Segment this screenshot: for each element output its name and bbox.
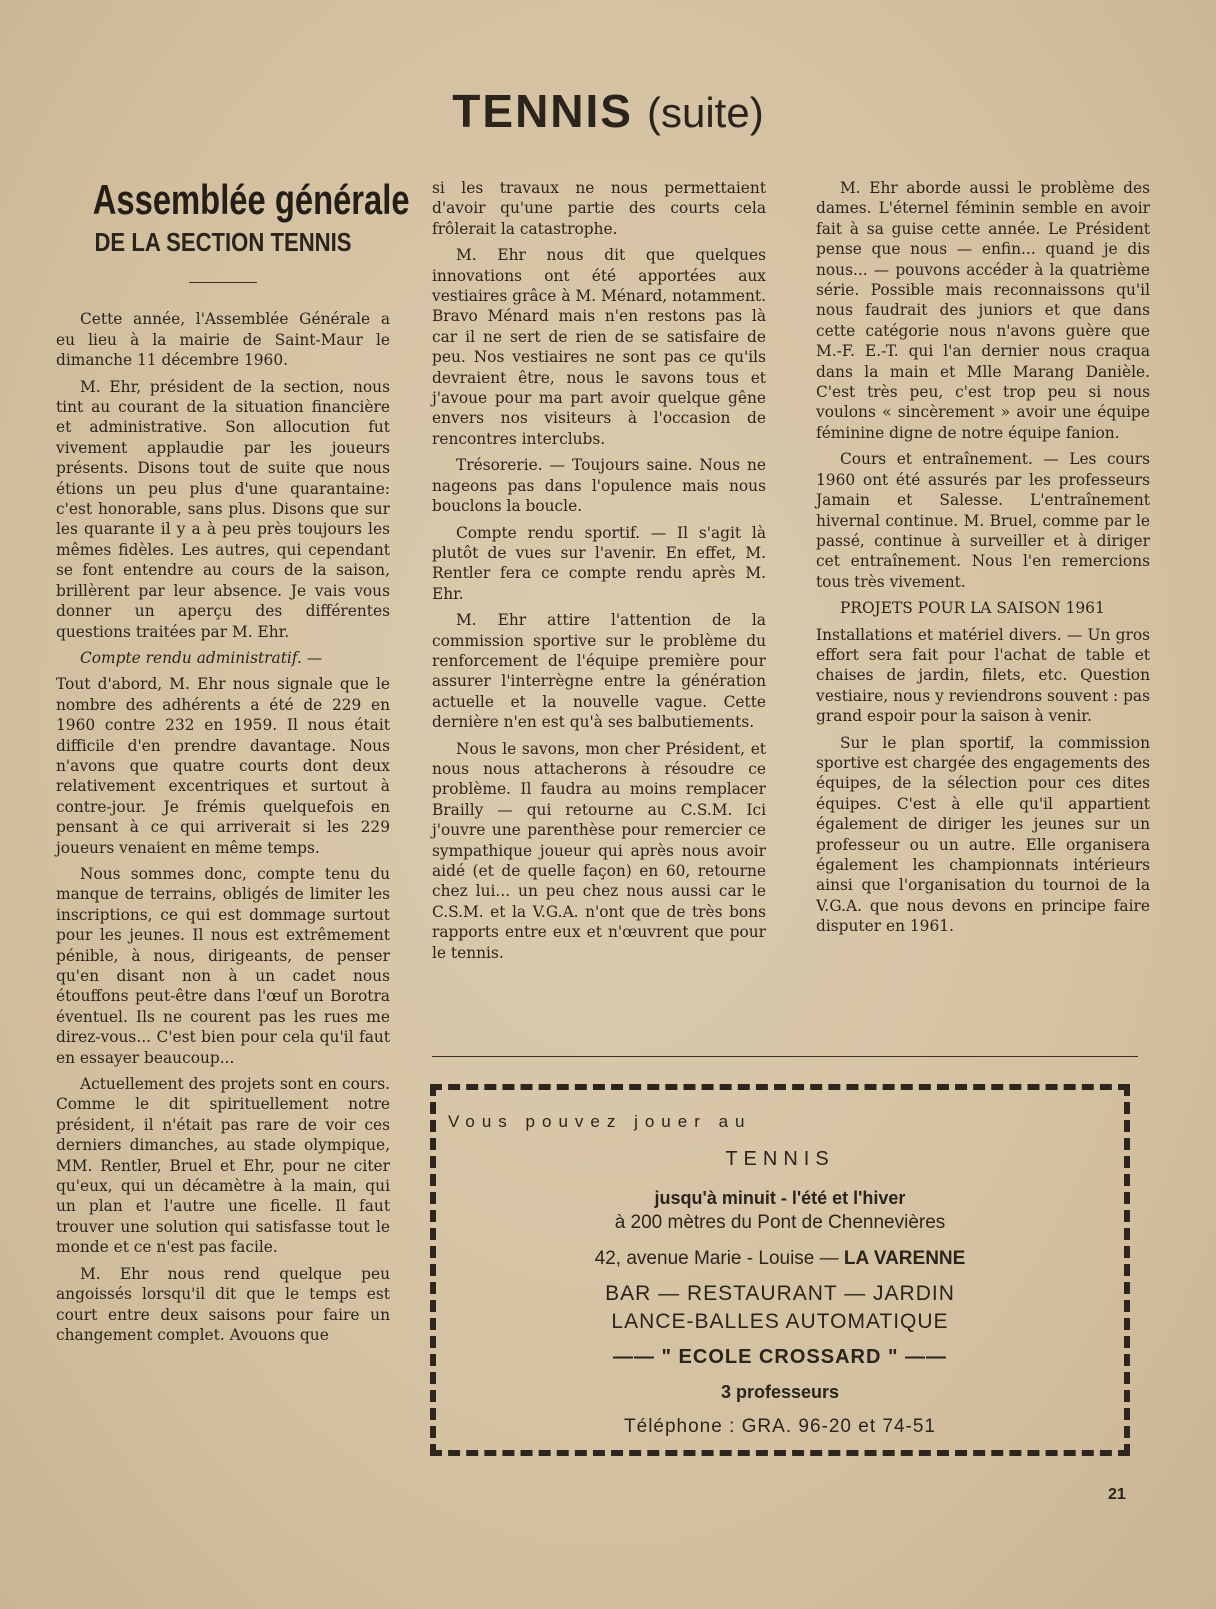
paragraph: Cette année, l'Assemblée Générale a eu lieu à la mairie de Saint-Maur le dimanche 11 décembre 1960. [56,310,390,370]
paragraph: Nous le savons, mon cher Président, et nous nous attacherons à résoudre ce problème. Il faudra au moins remplacer Brailly — qui retourne au C.S.M. Ici j'ouvre une parenthèse pour remercier ce sympathique joueur qui après nous avoir aidé (et de quelle façon) en 60, retourne chez lui... un peu chez nous aussi car le C.S.M. et la V.G.A. n'ont que de très bons rapports entre eux et n'œuvrent que pour le tennis. [432,739,766,962]
column-1 [56,176,410,1351]
article-subtitle: DE LA SECTION TENNIS [94,227,352,257]
paragraph: Actuellement des projets sont en cours. Comme le dit spirituellement notre président, il n'était pas rare de voir ces derniers dimanches, au stade olympique, MM. Rentler, Bruel et Ehr, pour ne citer qu'eux, qui un décamètre à la main, qui un plan et l'autre une ficelle. Il faut trouver une solution qui satisfasse tout le monde et ce n'est pas facile. [56,1075,390,1257]
headline-subtitle: (suite) [646,89,764,136]
ad-intro: Vous pouvez jouer au [448,1112,752,1131]
page-headline [0,84,1216,138]
ad-address: 42, avenue Marie - Louise [594,1248,815,1269]
column-3 [816,178,1150,943]
paragraph: M. Ehr aborde aussi le problème des dames. L'éternel féminin semble en avoir fait à sa guise cette année. Le Président pense que nous — enfin... quand je dis nous... — pouvons accéder à la quatrième série. Possible mais reconnaissons qu'il nous faudrait des juniors et que dans cette catégorie nous n'avons guère que M.-F. E.-T. qui l'an dernier nous craqua dans la main et Mlle Marang Danièle. C'est très peu, c'est trop peu si nous voulons « sincèrement » avoir une équipe féminine digne de notre équipe fanion. [816,179,1150,442]
separator-rule [432,1056,1138,1057]
ad-title: TENNIS [725,1148,835,1170]
ad-services-2: LANCE-BALLES AUTOMATIQUE [611,1310,949,1333]
advertisement-box [430,1084,1130,1456]
ad-hours: jusqu'à minuit - l'été et l'hiver [654,1188,906,1208]
paragraph: Installations et matériel divers. — Un gros effort sera fait pour l'achat de table et chaises de jardin, filets, etc. Question vestiaire, nous y reviendrons souvent : pas grand espoir pour la saison à venir. [816,625,1150,726]
headline-title: TENNIS [452,85,633,137]
ad-address-line: 42, avenue Marie - Louise — LA VARENNE [594,1248,966,1269]
paragraph: M. Ehr attire l'attention de la commission sportive sur le problème du renforcement de l'équipe première pour assurer l'interrègne entre la génération actuelle et la nouvelle vague. Cette dernière n'en est qu'à ses balbutiements. [432,611,766,732]
paragraph: M. Ehr nous rend quelque peu angoissés lorsqu'il dit que le temps est court entre deux saisons pour faire un changement complet. Avouons que [56,1264,390,1344]
title-divider [189,282,257,283]
article-title: Assemblée générale [92,176,410,223]
section-heading: PROJETS POUR LA SAISON 1961 [840,599,1105,618]
page-number: 21 [1108,1486,1126,1503]
ad-services-1: BAR — RESTAURANT — JARDIN [605,1282,955,1305]
paragraph: Cours et entraînement. — Les cours 1960 ont été assurés par les professeurs Jamain et Salesse. L'entraînement hivernal continue. M. Bruel, comme par le passé, continue à surveiller et à diriger cet entraînement. Nous l'en remercions tous très vivement. [816,450,1150,591]
ad-profs: 3 professeurs [720,1382,840,1402]
ad-town: LA VARENNE [843,1248,966,1269]
paragraph: M. Ehr, président de la section, nous tint au courant de la situation financière et administrative. Son allocution fut vivement applaudie par les joueurs présents. Disons tout de suite que nous étions un peu plus d'une quarantaine: c'est honorable, sans plus. Disons que sur les quarante il y a à peu près toujours les mêmes fidèles. Les autres, qui cependant se font entendre au cours de la saison, brillèrent par leur absence. Je vais vous donner un aperçu des différentes questions traitées par M. Ehr. [56,377,390,641]
ad-location: à 200 mètres du Pont de Chennevières [614,1212,946,1233]
ad-school: " ECOLE CROSSARD " [661,1346,899,1368]
ad-phone: Téléphone : GRA. 96-20 et 74-51 [624,1416,936,1437]
paragraph: Sur le plan sportif, la commission sportive est chargée des engagements des équipes, de la sélection pour ces dites équipes. C'est à elle qu'il appartient également de diriger les jeunes sur un professeur ou un autre. Elle organisera également les championnats intérieurs ainsi que l'organisation du tournoi de la V.G.A. que nous devons en principe faire disputer en 1961. [816,733,1150,936]
paragraph: M. Ehr nous dit que quelques innovations ont été apportées aux vestiaires grâce à M. Ménard, notamment. Bravo Ménard mais n'en restons pas là car il ne sert de rien de se satisfaire de peu. Nos vestiaires ne sont pas ce qu'ils devraient être, nous le savons tous et j'avoue pour ma part avoir quelque gêne envers nos visiteurs à l'occasion de rencontres interclubs. [432,246,766,448]
paragraph: si les travaux ne nous permettaient d'avoir qu'une partie des courts cela frôlerait la catastrophe. [432,179,766,238]
paragraph: Nous sommes donc, compte tenu du manque de terrains, obligés de limiter les inscriptions, ce qui est dommage surtout pour les jeunes. Il nous est extrêmement pénible, à nous, dirigeants, de penser qu'en disant non à un cadet nous étouffons peut-être dans l'œuf un Borotra éventuel. Ils ne courent pas les rues me direz-vous... C'est bien pour cela qu'il faut en essayer beaucoup... [56,864,390,1067]
ad-school-line: —— " ECOLE CROSSARD " —— [612,1346,948,1368]
paragraph: Trésorerie. — Toujours saine. Nous ne nageons pas dans l'opulence mais nous bouclons la boucle. [432,456,766,516]
paragraph: Compte rendu sportif. — Il s'agit là plutôt de vues sur l'avenir. En effet, M. Rentler fera ce compte rendu après M. Ehr. [432,523,766,603]
column-2 [432,178,766,969]
section-heading: Compte rendu administratif. — [80,648,323,667]
paragraph: Tout d'abord, M. Ehr nous signale que le nombre des adhérents a été de 229 en 1960 contre 232 en 1959. Il nous était difficile d'en prendre davantage. Nous n'avons que quatre courts dont deux relativement excentriques et surtout à contre-jour. Je frémis quelquefois en pensant à ce qui arriverait si les 229 joueurs venaient en même temps. [56,675,390,857]
